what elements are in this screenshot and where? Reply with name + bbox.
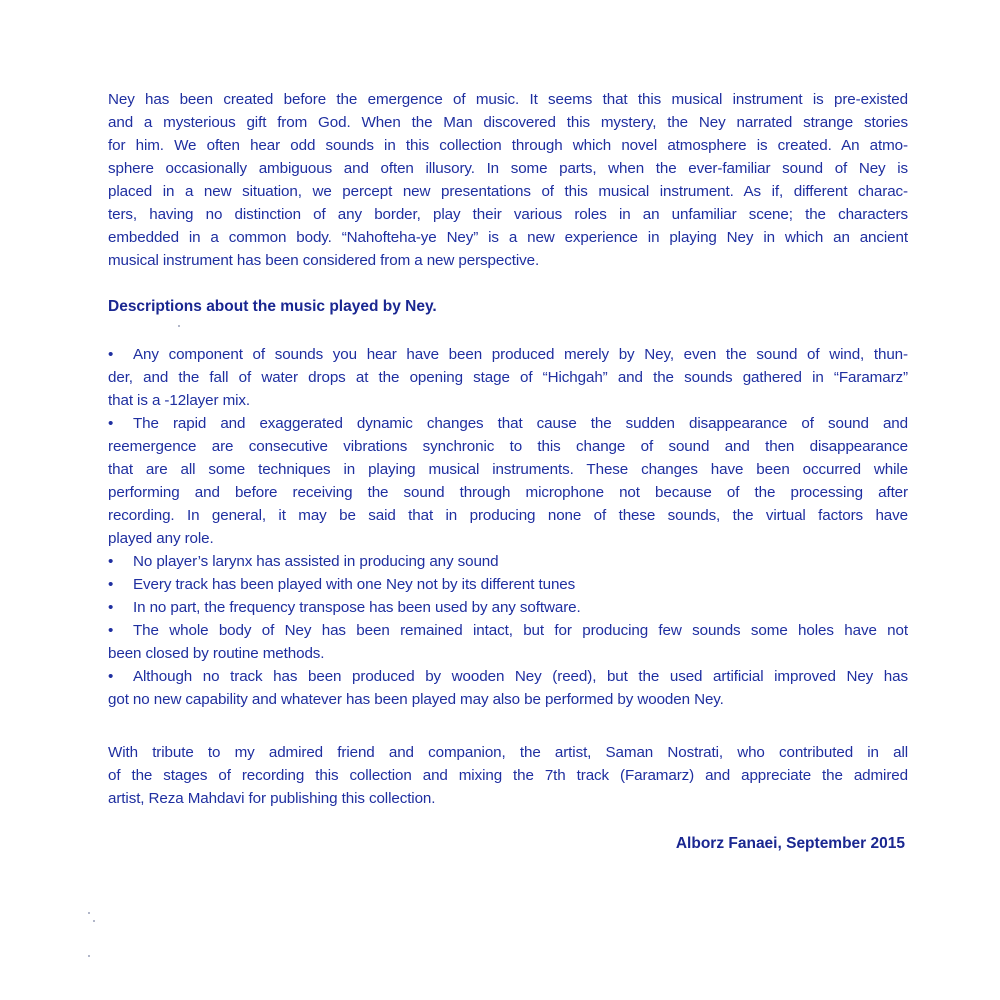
bullet-line: reemergence are consecutive vibrations synchronic to this change of sound and then disappearance <box>108 438 908 455</box>
bullet-line <box>108 550 908 573</box>
intro-line: and a mysterious gift from God. When the Man discovered this mystery, the Ney narrated strange stories <box>108 114 908 131</box>
bullet-line: that is a -12layer mix. <box>108 392 251 409</box>
bullet-line <box>108 343 908 366</box>
bullet-item <box>108 665 908 711</box>
bullet-text: The whole body of Ney has been remained intact, but for producing few sounds some holes have not <box>133 622 908 639</box>
intro-line: for him. We often hear odd sounds in this collection through which novel atmosphere is created. An atmo- <box>108 137 908 154</box>
bullet-line: that are all some techniques in playing musical instruments. These changes have been occurred while <box>108 461 908 478</box>
intro-line: Ney has been created before the emergence of music. It seems that this musical instrument is pre-existed <box>108 91 908 108</box>
bullet-text: Any component of sounds you hear have been produced merely by Ney, even the sound of wind, thun- <box>133 346 908 363</box>
scan-speck <box>88 912 90 914</box>
tribute-line: of the stages of recording this collection and mixing the 7th track (Faramarz) and appreciate the admired <box>108 767 908 784</box>
section-heading: Descriptions about the music played by Ney. <box>108 298 437 315</box>
intro-line: placed in a new situation, we percept new presentations of this musical instrument. As if, different charac- <box>108 183 908 200</box>
bullet-line: been closed by routine methods. <box>108 645 325 662</box>
scan-speck <box>93 920 95 922</box>
bullet-marker: • <box>108 599 114 616</box>
bullet-text: No player’s larynx has assisted in producing any sound <box>133 553 499 570</box>
bullet-marker: • <box>108 553 114 570</box>
bullet-line: played any role. <box>108 530 214 547</box>
intro-line: musical instrument has been considered from a new perspective. <box>108 252 540 269</box>
bullet-line <box>108 412 908 435</box>
bullet-line: der, and the fall of water drops at the opening stage of “Hichgah” and the sounds gathered in “Faramarz” <box>108 369 908 386</box>
bullet-text: Although no track has been produced by wooden Ney (reed), but the used artificial improved Ney has <box>133 668 908 685</box>
intro-line: embedded in a common body. “Nahofteha-ye Ney” is a new experience in playing Ney in which an ancient <box>108 229 908 246</box>
bullet-item <box>108 343 908 412</box>
scan-speck <box>178 325 180 327</box>
scan-speck <box>88 955 90 957</box>
bullet-item <box>108 596 908 619</box>
intro-paragraph <box>108 88 908 272</box>
bullet-line: recording. In general, it may be said that in producing none of these sounds, the virtual factors have <box>108 507 908 524</box>
bullet-marker: • <box>108 415 114 432</box>
bullet-text: The rapid and exaggerated dynamic changes that cause the sudden disappearance of sound and <box>133 415 908 432</box>
intro-line: ters, having no distinction of any border, play their various roles in an unfamiliar scene; the characters <box>108 206 908 223</box>
bullet-text: Every track has been played with one Ney not by its different tunes <box>133 576 576 593</box>
tribute-line: With tribute to my admired friend and companion, the artist, Saman Nostrati, who contributed in all <box>108 744 908 761</box>
bullet-item <box>108 412 908 550</box>
tribute-paragraph <box>108 741 908 810</box>
bullet-item <box>108 550 908 573</box>
bullet-item <box>108 619 908 665</box>
author-signature: Alborz Fanaei, September 2015 <box>675 835 905 852</box>
bullet-line: got no new capability and whatever has been played may also be performed by wooden Ney. <box>108 691 724 708</box>
bullet-marker: • <box>108 668 114 685</box>
bullet-line <box>108 665 908 688</box>
bullet-marker: • <box>108 622 114 639</box>
bullet-list <box>108 343 908 711</box>
bullet-line: performing and before receiving the sound through microphone not because of the processing after <box>108 484 908 501</box>
bullet-line <box>108 619 908 642</box>
bullet-text: In no part, the frequency transpose has been used by any software. <box>133 599 581 616</box>
bullet-line <box>108 596 908 619</box>
intro-line: sphere occasionally ambiguous and often illusory. In some parts, when the ever-familiar sound of Ney is <box>108 160 908 177</box>
bullet-line <box>108 573 908 596</box>
bullet-item <box>108 573 908 596</box>
bullet-marker: • <box>108 346 114 363</box>
bullet-marker: • <box>108 576 114 593</box>
tribute-line: artist, Reza Mahdavi for publishing this collection. <box>108 790 436 807</box>
